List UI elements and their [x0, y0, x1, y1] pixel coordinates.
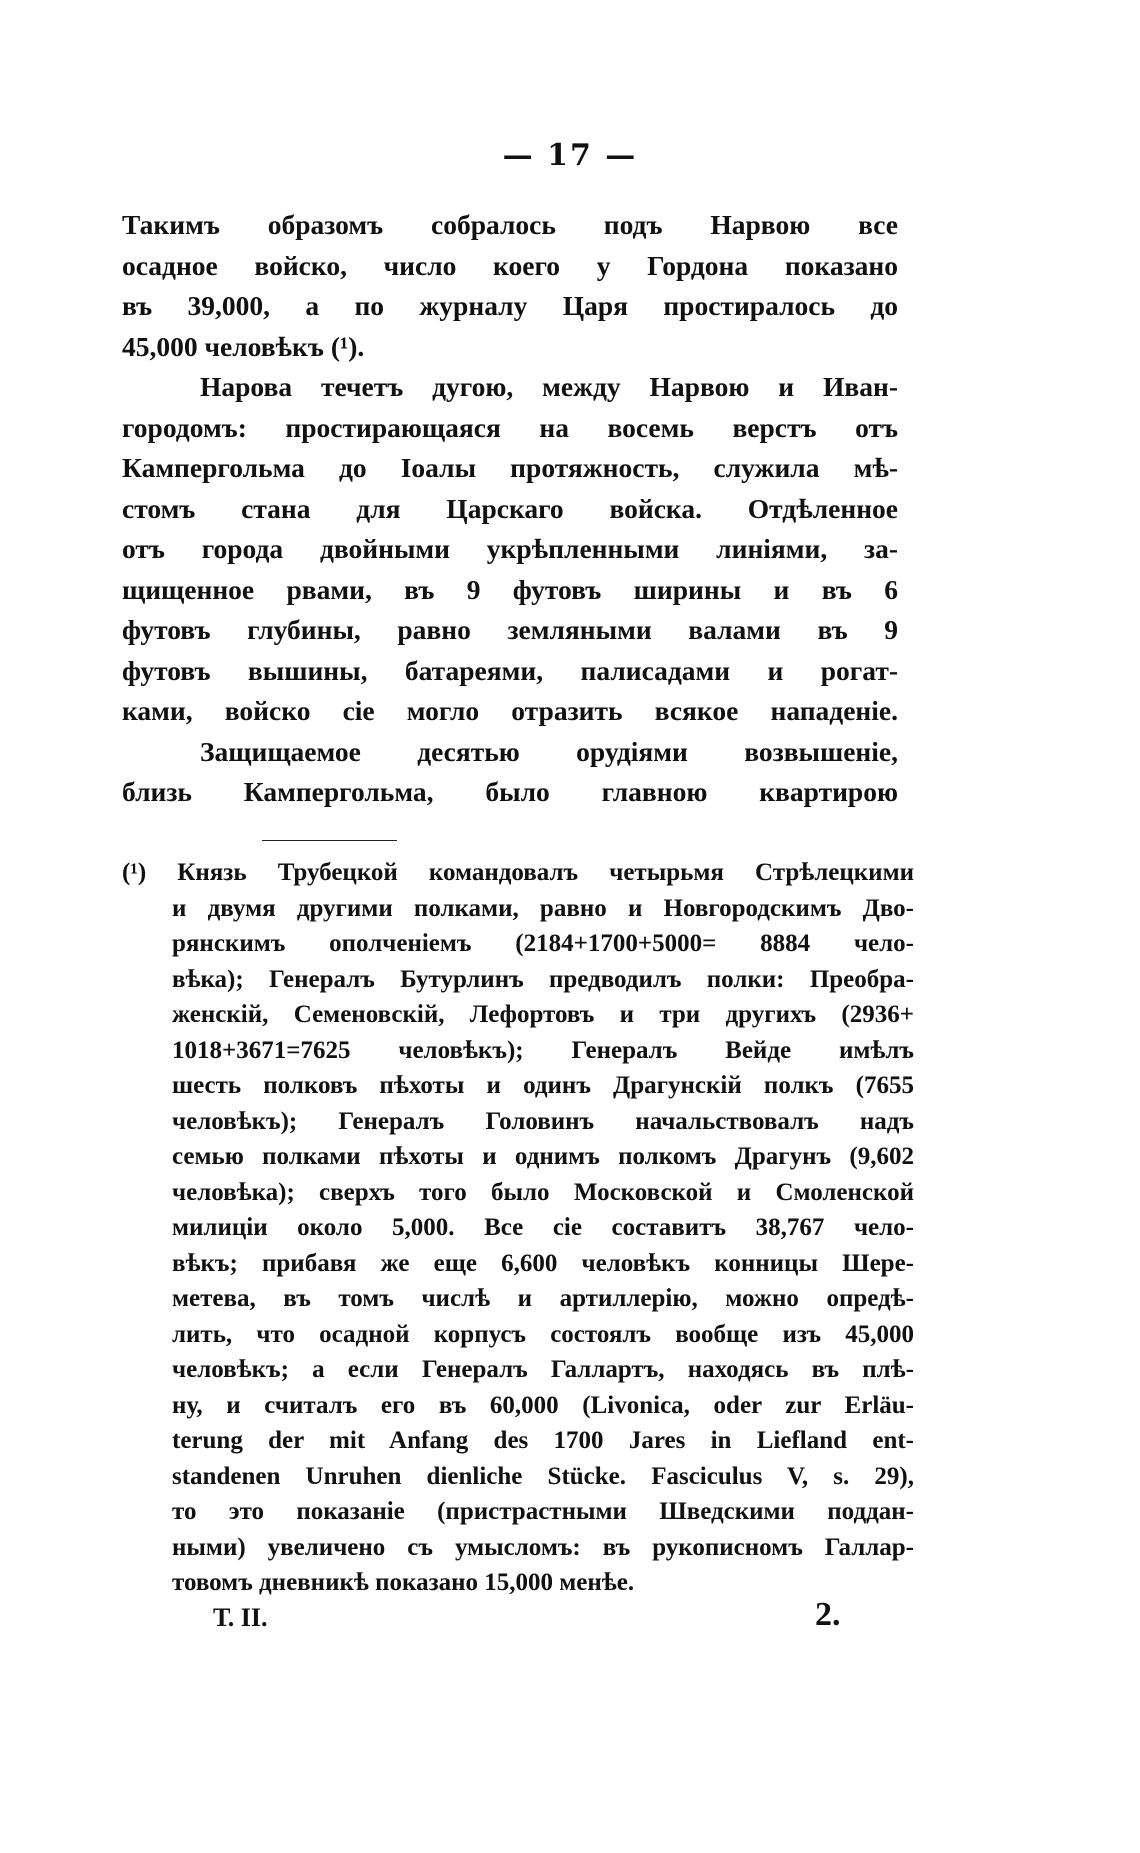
footnote-line: милиціи около 5,000. Все сіе составитъ 38,767 чело-: [172, 1214, 914, 1241]
text-line: городомъ: простирающаяся на восемь верстъ отъ: [122, 411, 898, 443]
footnote-line: лить, что осадной корпусъ состоялъ вообще изъ 45,000: [172, 1320, 914, 1348]
text-line: Защищаемое десятью орудіями возвышеніе,: [200, 735, 898, 767]
footnote-line: и двумя другими полками, равно и Новгородскимъ Дво-: [172, 894, 914, 922]
footnote-line: (¹) Князь Трубецкой командовалъ четырьмя Стрѣлецкими: [122, 859, 914, 886]
text-line: Такимъ образомъ собралось подъ Нарвою все: [122, 209, 898, 240]
footnote-line: вѣкъ; прибавя же еще 6,600 человѣкъ конницы Шере-: [172, 1249, 914, 1277]
footnote-line: человѣка); сверхъ того было Московской и Смоленской: [172, 1178, 914, 1206]
footnote-line: то это показаніе (пристрастными Шведскими поддан-: [172, 1498, 914, 1525]
footnote-line: 1018+3671=7625 человѣкъ); Генералъ Вейде имѣлъ: [172, 1036, 914, 1064]
footnote-line: метева, въ томъ числѣ и артиллерію, можно опредѣ-: [172, 1285, 914, 1312]
text-line: футовъ вышины, батареями, палисадами и рогат-: [122, 654, 898, 686]
text-line: осадное войско, число коего у Гордона показано: [122, 249, 898, 281]
text-line: отъ города двойными укрѣпленными линіями, за-: [122, 533, 898, 564]
footnote: [122, 855, 914, 1601]
footnote-line: шесть полковъ пѣхоты и одинъ Драгунскій полкъ (7655: [172, 1072, 914, 1099]
footnote-line: человѣкъ); Генералъ Головинъ начальствовалъ надъ: [172, 1107, 914, 1135]
text-line: 45,000 человѣкъ (¹).: [122, 330, 365, 362]
footnote-line: ными) увеличено съ умысломъ: въ рукописномъ Галлар-: [172, 1533, 914, 1561]
footnote-line: вѣка); Генералъ Бутурлинъ предводилъ полки: Преобра-: [172, 965, 914, 993]
footnote-line: семью полками пѣхоты и однимъ полкомъ Драгунъ (9,602: [172, 1143, 914, 1170]
footnote-line: женскій, Семеновскій, Лефортовъ и три другихъ (2936+: [172, 1001, 914, 1028]
volume-signature: Т. II.: [213, 1603, 268, 1632]
text-line: футовъ глубины, равно земляными валами въ 9: [122, 614, 898, 645]
footnote-line: ну, и считалъ его въ 60,000 (Livonica, oder zur Erläu-: [172, 1391, 914, 1419]
text-line: стомъ стана для Царскаго войска. Отдѣленное: [122, 492, 898, 524]
page-number: — 17 —: [502, 138, 638, 173]
footnote-line: standenen Unruhen dienliche Stücke. Fasciculus V, s. 29),: [172, 1462, 914, 1490]
footnote-line: человѣкъ; а если Генералъ Галлартъ, находясь въ плѣ-: [172, 1356, 914, 1383]
text-line: близь Кампергольма, было главною квартирою: [122, 776, 898, 807]
text-line: ками, войско сіе могло отразить всякое нападеніе.: [122, 695, 898, 726]
text-line: въ 39,000, а по журналу Царя простиралось до: [122, 290, 898, 321]
sheet-signature: 2.: [815, 1596, 841, 1633]
text-line: Нарова течетъ дугою, между Нарвою и Иван-: [200, 371, 898, 402]
text-line: Кампергольма до Іоалы протяжность, служила мѣ-: [122, 452, 898, 483]
footnote-divider: [262, 840, 397, 841]
text-line: щищенное рвами, въ 9 футовъ ширины и въ 6: [122, 573, 898, 605]
footnote-line: товомъ дневникѣ показано 15,000 менѣе.: [172, 1569, 635, 1596]
main-text: [122, 205, 898, 813]
footnote-line: terung der mit Anfang des 1700 Jares in Liefland ent-: [172, 1427, 914, 1454]
footnote-line: рянскимъ ополченіемъ (2184+1700+5000= 8884 чело-: [172, 930, 914, 957]
